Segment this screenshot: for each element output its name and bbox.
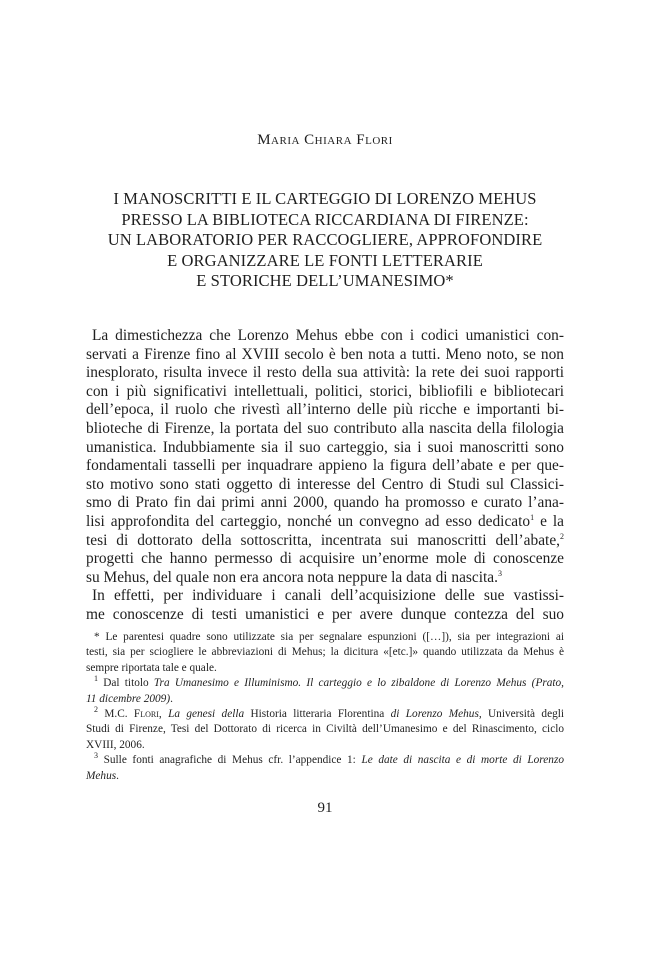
title-line: UN LABORATORIO PER RACCOGLIERE, APPROFONDIRE — [107, 230, 543, 250]
text-segment: e la — [534, 512, 564, 530]
chapter-title — [40, 189, 610, 292]
title-line: E STORICHE DELL’UMANESIMO* — [196, 271, 454, 291]
footnote-number: 2 — [94, 705, 98, 715]
thesis-title: La genesi della — [168, 708, 245, 721]
paragraph-1 — [86, 327, 564, 587]
footnote-line: Studi di Firenze, Tesi del Dottorato di ricerca in Civiltà dell’Umanesimo e del Rinascimento, ciclo — [86, 723, 564, 736]
text-line: con i più significativi intellettuali, politici, storici, bibliofili e bibliotecari — [86, 382, 564, 400]
text-segment: . — [170, 692, 173, 705]
footnote-line — [86, 753, 564, 768]
footnote-ref-1[interactable]: 1 — [530, 512, 535, 522]
text-segment: Historia litteraria Florentina — [244, 708, 391, 721]
paragraph-2 — [86, 587, 564, 624]
title-line: I MANOSCRITTI E IL CARTEGGIO DI LORENZO MEHUS — [113, 189, 537, 208]
text-line: inesplorato, risulta invece il resto della sua attività: la rete dei suoi rapporti — [86, 364, 564, 382]
footnote-line — [86, 692, 564, 707]
footnote-star — [86, 630, 564, 676]
author-name: Maria Chiara Flori — [257, 132, 393, 148]
footnote-3 — [86, 753, 564, 784]
appendix-title: Le date di nascita e di morte di Lorenzo — [361, 754, 564, 767]
footnote-1 — [86, 676, 564, 707]
text-line: umanistica. Indubbiamente sia il suo carteggio, sia i suoi manoscritti sono — [86, 438, 564, 456]
footnote-2 — [86, 707, 564, 753]
footnote-line: XVIII, 2006. — [86, 738, 145, 751]
footnotes — [86, 630, 564, 784]
text-line — [86, 532, 564, 551]
footnote-line: testi, sia per sciogliere le abbreviazioni di Mehus; la dicitura «[etc.]» quando utilizzata da Mehus è — [86, 646, 564, 659]
text-segment: , — [158, 708, 169, 721]
footnote-line: * Le parentesi quadre sono utilizzate sia per segnalare espunzioni ([…]), sia per integrazioni ai — [94, 631, 564, 643]
text-segment: Dal titolo — [103, 677, 154, 690]
text-line: blioteche di Firenze, la portata del suo contributo alla nascita della filologia — [86, 419, 564, 437]
page-number: 91 — [317, 800, 333, 816]
text-segment: lisi approfondita del carteggio, nonché un convegno ad esso dedicato — [86, 512, 531, 530]
footnote-line — [86, 769, 564, 784]
text-line: smo di Prato fin dai primi anni 2000, quando ha promosso e curato l’ana- — [86, 494, 564, 512]
footnote-line: sempre riportata tale e quale. — [86, 661, 217, 674]
footnote-line — [86, 676, 564, 691]
title-line: E ORGANIZZARE LE FONTI LETTERARIE — [167, 250, 483, 270]
text-segment: tesi di dottorato della sottoscritta, incentrata sui manoscritti dell’abate, — [86, 531, 560, 549]
appendix-title: Mehus — [86, 769, 117, 782]
book-title: 11 dicembre 2009) — [86, 692, 171, 705]
title-line: PRESSO LA BIBLIOTECA RICCARDIANA DI FIRENZE: — [121, 209, 529, 229]
text-segment: su Mehus, del quale non era ancora nota neppure la data di nascita. — [86, 568, 498, 586]
text-line: progetti che hanno permesso di acquisire un’enorme mole di conoscenze — [86, 550, 564, 568]
text-line: In effetti, per individuare i canali dell’acquisizione delle sue vastissi- — [92, 587, 564, 605]
footnote-number: 1 — [94, 674, 98, 684]
author-name: M.C. Flori — [104, 708, 159, 721]
footnote-ref-3[interactable]: 3 — [497, 568, 502, 578]
text-line — [86, 569, 564, 588]
text-line: fondamentali tasselli per inquadrare appieno la figura dell’abate e per que- — [86, 457, 564, 475]
body-text — [86, 327, 564, 625]
text-segment: Università degli — [481, 708, 565, 721]
text-line: sto motivo sono stati oggetto di interesse del Centro di Studi sul Classici- — [86, 475, 564, 493]
text-line — [86, 513, 564, 532]
text-line: servati a Firenze fino al XVIII secolo è ben nota a tutti. Meno noto, se non — [86, 345, 564, 363]
book-title: Tra Umanesimo e Illuminismo. Il carteggio e lo zibaldone di Lorenzo Mehus (Prato, — [153, 677, 564, 690]
text-line: me conoscenze di testi umanistici e per avere dunque contezza del suo — [86, 605, 564, 623]
footnote-line — [86, 707, 564, 722]
footnote-number: 3 — [94, 751, 98, 761]
text-segment: Sulle fonti anagrafiche di Mehus cfr. l’appendice 1: — [103, 754, 362, 767]
text-segment: . — [116, 769, 119, 782]
footnote-ref-2[interactable]: 2 — [560, 531, 564, 541]
text-line: La dimestichezza che Lorenzo Mehus ebbe con i codici umanistici con- — [92, 327, 564, 344]
thesis-title: di Lorenzo Mehus, — [390, 708, 482, 721]
text-line: dell’epoca, il ruolo che rivestì all’interno delle più ricche e importanti bi- — [86, 401, 564, 419]
